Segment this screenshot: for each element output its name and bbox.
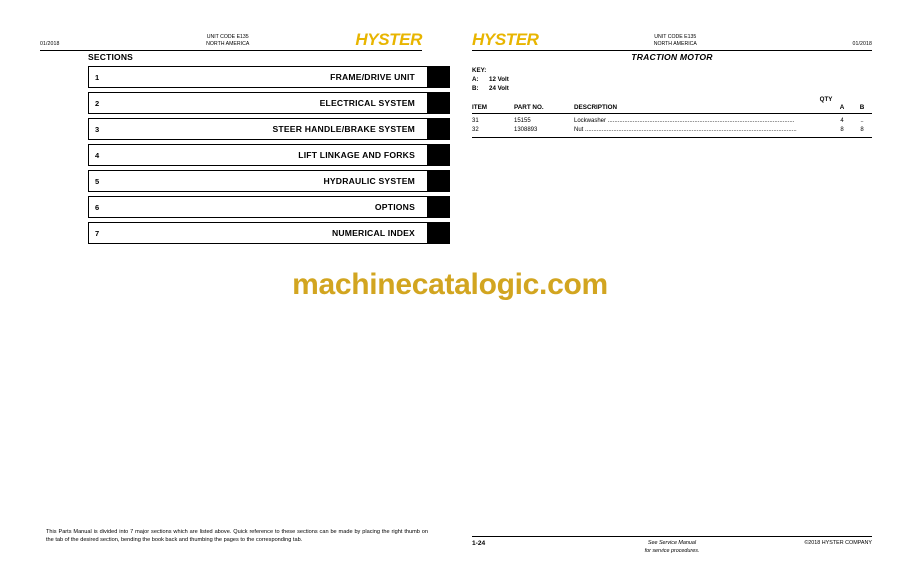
key-heading: KEY: [472,67,487,74]
cell-description: Lockwasher ................................................................................................................ [574,118,795,124]
hyster-logo-left [355,31,422,48]
section-row-7[interactable] [88,222,450,244]
column-header-item: ITEM [472,104,488,111]
section-row-1[interactable] [88,66,450,88]
section-label: HYDRAULIC SYSTEM [323,176,415,186]
column-header-part-no: PART NO. [514,104,544,111]
section-number: 6 [95,202,100,212]
service-note [592,540,752,555]
cell-part-no: 15155 [514,118,531,124]
qty-group-header: QTY [819,96,833,103]
right-header-divider [472,50,872,51]
section-tab-marker [427,222,450,244]
key-code: A: [472,76,479,83]
section-label: NUMERICAL INDEX [331,228,415,238]
table-body [472,114,872,135]
parts-table [472,96,872,138]
section-tab-marker [427,92,450,114]
section-tab-marker [427,170,450,192]
section-label: FRAME/DRIVE UNIT [330,72,415,82]
column-header-qty-a: A [839,104,845,111]
section-number: 4 [95,150,100,160]
right-header-unit-info [654,34,697,48]
section-row-5[interactable] [88,170,450,192]
section-number: 7 [95,228,100,238]
hyster-logo-right-text: HYSTER [472,30,539,49]
section-row-4[interactable] [88,144,450,166]
cell-qty-a: 4 [840,118,844,124]
section-row-3[interactable] [88,118,450,140]
left-page-header [40,28,422,50]
section-tab-marker [427,118,450,140]
right-header-region: NORTH AMERICA [653,41,697,47]
key-value: 12 Volt [489,76,509,83]
table-header-row [472,104,872,114]
right-footer-divider [472,536,872,537]
column-header-description: DESCRIPTION [574,104,618,111]
table-bottom-divider [472,137,872,138]
left-header-region: NORTH AMERICA [206,41,250,47]
section-tab-marker [427,144,450,166]
table-row [472,117,872,126]
column-header-qty-b: B [859,104,865,111]
cell-item: 32 [472,127,479,133]
cell-qty-b: .. [860,118,864,124]
cell-part-no: 1308893 [514,127,538,133]
left-header-unit-code: UNIT CODE E135 [206,34,249,40]
left-page-footer-note: This Parts Manual is divided into 7 major sections which are listed above. Quick reference to these sections can be made by placing the right thumb on the tab of the desired section, bending the book back and thumbing the pages to the corresponding tab. [46,529,428,544]
copyright-text: ©2018 HYSTER COMPANY [804,540,872,546]
watermark: machinecatalogic.com [292,268,608,301]
left-header-divider [40,50,422,51]
right-page-header [472,28,872,50]
right-header-unit-code: UNIT CODE E135 [654,34,697,40]
left-header-date: 01/2018 [40,41,60,47]
section-tab-marker [427,66,450,88]
section-label: LIFT LINKAGE AND FORKS [298,150,415,160]
key-block [472,66,509,93]
section-number: 1 [95,72,100,82]
section-row-2[interactable] [88,92,450,114]
cell-item: 31 [472,118,479,124]
service-note-line-2: for service procedures. [644,547,700,554]
key-entry-b [472,84,509,93]
cell-qty-b: 8 [860,127,864,133]
sections-list [88,66,450,248]
section-number: 3 [95,124,100,134]
cell-qty-a: 8 [840,127,844,133]
service-note-line-1: See Service Manual [647,540,697,546]
section-row-6[interactable] [88,196,450,218]
key-value: 24 Volt [489,85,509,92]
section-number: 2 [95,98,100,108]
page-number: 1-24 [472,540,486,547]
section-tab-marker [427,196,450,218]
hyster-logo-left-text: HYSTER [355,30,422,49]
right-page-footer [472,536,872,554]
hyster-logo-right [472,31,539,48]
key-entry-a [472,75,509,84]
section-label: ELECTRICAL SYSTEM [319,98,415,108]
right-header-date: 01/2018 [852,41,872,47]
key-code: B: [472,85,479,92]
section-label: STEER HANDLE/BRAKE SYSTEM [272,124,415,134]
table-row [472,126,872,135]
page-title: TRACTION MOTOR [631,52,713,62]
cell-description: Nut ............................................................................................................................... [574,127,797,133]
sections-heading: SECTIONS [88,52,134,62]
left-header-unit-info [206,34,249,48]
section-label: OPTIONS [374,202,415,212]
section-number: 5 [95,176,100,186]
